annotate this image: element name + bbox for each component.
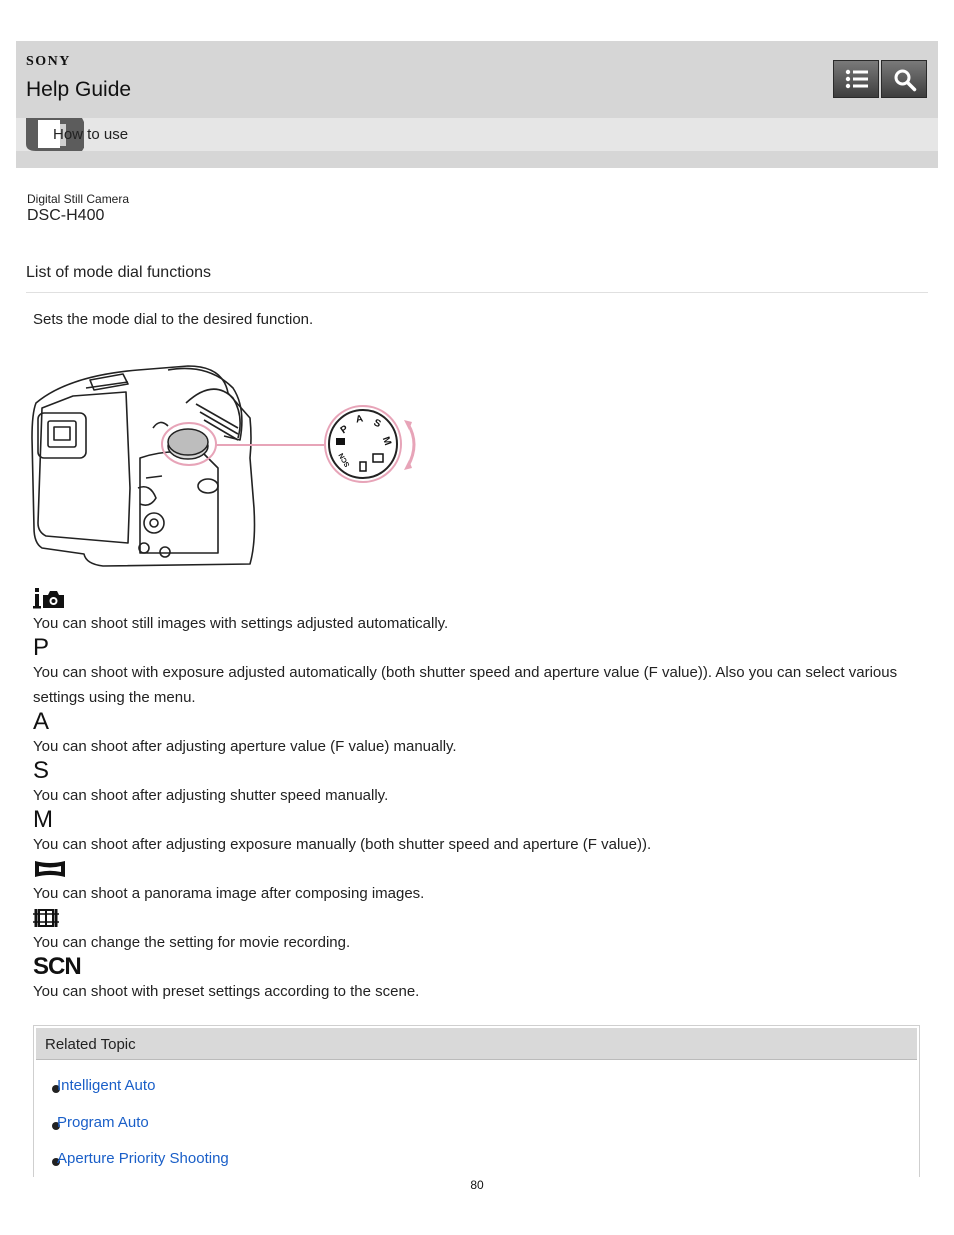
dial-label-s: S [371, 417, 383, 431]
product-type: Digital Still Camera [27, 192, 130, 206]
intro-text: Sets the mode dial to the desired function. [33, 311, 314, 328]
header-bar [16, 41, 938, 118]
mode-item-aperture-priority [33, 710, 457, 759]
toc-button[interactable] [833, 60, 879, 98]
mode-symbol-a: A [33, 708, 50, 735]
panorama-icon [33, 857, 67, 881]
intelligent-auto-icon [33, 587, 65, 611]
dial-label-p: P [338, 423, 351, 437]
mode-symbol-s: S [33, 757, 50, 784]
related-topic-header [36, 1028, 917, 1060]
mode-item-intelligent-auto [33, 587, 448, 636]
dial-label-m: M [379, 435, 393, 447]
mode-description: You can shoot after adjusting aperture value (F value) manually. [33, 738, 457, 755]
mode-description: You can shoot with exposure adjusted automatically (both shutter speed and aperture value (F value)). Also you can select various settings using the menu. [33, 664, 898, 706]
page-title: List of mode dial functions [26, 264, 211, 281]
mode-description: You can shoot still images with settings adjusted automatically. [33, 615, 449, 632]
mode-symbol-p: P [33, 634, 50, 661]
related-topic-panel [33, 1025, 920, 1177]
link-intelligent-auto[interactable]: Intelligent Auto [57, 1077, 156, 1094]
search-icon [893, 68, 917, 92]
mode-description: You can change the setting for movie recording. [33, 934, 351, 951]
camera-mode-dial-illustration [28, 358, 428, 573]
related-topic-title: Related Topic [45, 1036, 136, 1053]
mode-item-shutter-priority [33, 759, 388, 808]
brand-logo: SONY [26, 54, 71, 69]
help-guide-title[interactable]: Help Guide [26, 78, 132, 101]
mode-item-movie [33, 906, 350, 955]
mode-description: You can shoot a panorama image after composing images. [33, 885, 425, 902]
dial-label-scn: SCN [337, 451, 352, 468]
title-divider [26, 292, 928, 293]
mode-item-manual-exposure [33, 808, 651, 857]
search-button[interactable] [881, 60, 927, 98]
header-divider [16, 151, 938, 168]
mode-symbol-scn: SCN [33, 953, 81, 980]
product-model: DSC-H400 [27, 207, 105, 224]
mode-description: You can shoot after adjusting shutter speed manually. [33, 787, 389, 804]
mode-description: You can shoot after adjusting exposure manually (both shutter speed and aperture (F value)). [33, 836, 652, 853]
link-program-auto[interactable]: Program Auto [57, 1114, 149, 1131]
link-aperture-priority-shooting[interactable]: Aperture Priority Shooting [57, 1150, 229, 1167]
mode-item-panorama [33, 857, 424, 906]
dial-label-a: A [355, 413, 365, 426]
mode-symbol-m: M [33, 806, 53, 833]
page-number: 80 [470, 1178, 484, 1192]
list-icon [845, 68, 869, 90]
breadcrumb [16, 118, 938, 151]
breadcrumb-how-to-use[interactable]: How to use [53, 126, 129, 143]
mode-description: You can shoot with preset settings according to the scene. [33, 983, 420, 1000]
mode-item-scene-selection [33, 955, 419, 1004]
movie-icon [33, 906, 59, 930]
mode-item-program-auto [33, 636, 903, 710]
